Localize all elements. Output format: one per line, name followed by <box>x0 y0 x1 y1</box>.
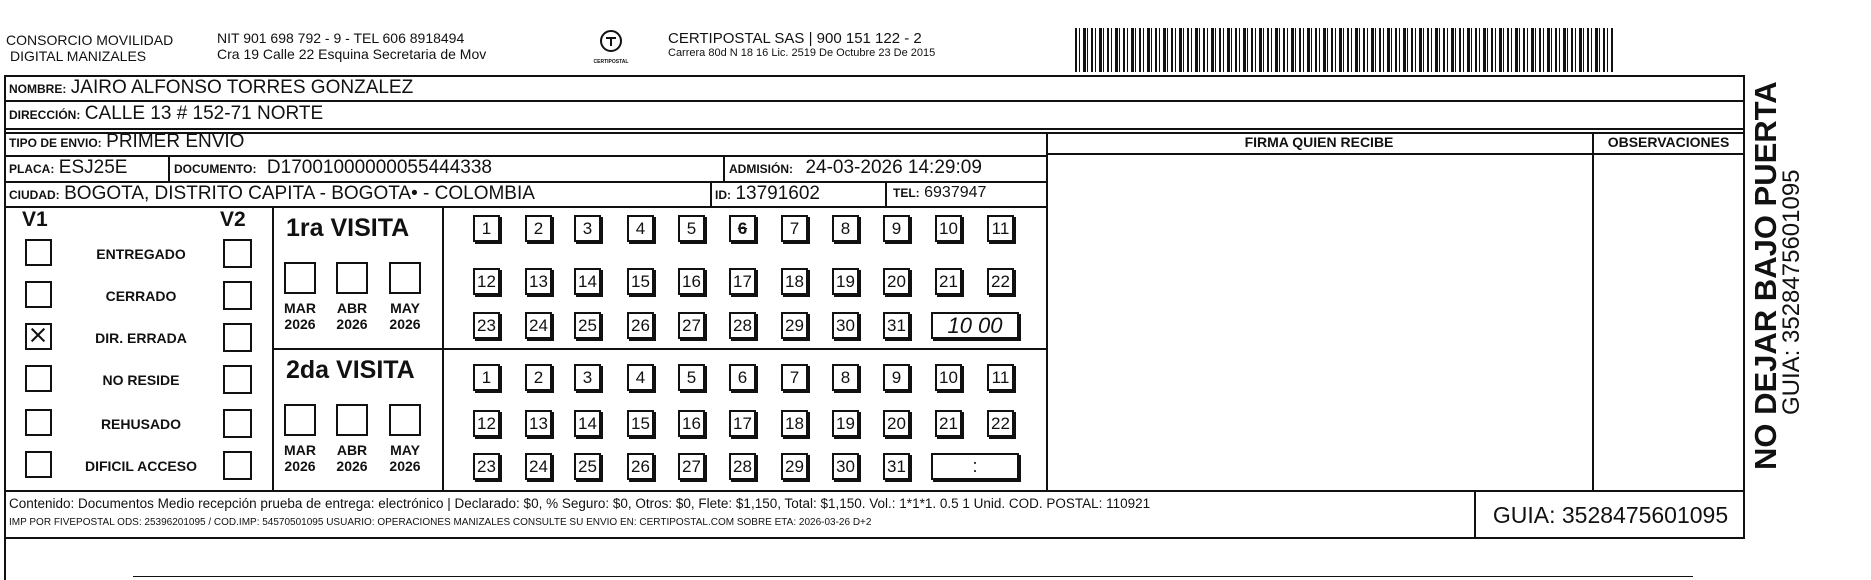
company-line1: CONSORCIO MOVILIDAD <box>6 32 174 48</box>
first-day-20[interactable]: 20 <box>883 268 910 295</box>
month-name: MAR <box>284 442 316 458</box>
second-day-30[interactable]: 30 <box>832 453 859 480</box>
ciudad-label: CIUDAD: <box>9 188 60 202</box>
month-name: MAY <box>390 300 420 316</box>
first-day-27[interactable]: 27 <box>678 312 705 339</box>
second-day-17[interactable]: 17 <box>729 410 756 437</box>
tel-label: TEL: <box>893 186 920 200</box>
status-label: ENTREGADO <box>96 246 186 262</box>
scan-line <box>4 539 6 580</box>
second-day-11[interactable]: 11 <box>987 364 1014 391</box>
month-label <box>330 442 374 474</box>
v2-label: V2 <box>220 208 246 231</box>
divider <box>4 100 1745 102</box>
divider <box>4 206 1048 208</box>
direccion-value: CALLE 13 # 152-71 NORTE <box>84 103 324 124</box>
second-day-13[interactable]: 13 <box>525 410 552 437</box>
first-month-box-mar[interactable] <box>284 262 316 294</box>
second-day-25[interactable]: 25 <box>574 453 601 480</box>
documento-value: D17001000000055444338 <box>266 157 492 178</box>
v1-checkbox[interactable] <box>25 365 52 392</box>
status-label: DIFICIL ACCESO <box>84 458 197 474</box>
v2-checkbox[interactable] <box>223 323 252 352</box>
direccion-row <box>9 103 323 125</box>
month-name: MAY <box>390 442 420 458</box>
month-name: ABR <box>336 300 368 316</box>
nombre-value: JAIRO ALFONSO TORRES GONZALEZ <box>70 77 414 98</box>
second-day-21[interactable]: 21 <box>935 410 962 437</box>
month-label <box>278 300 322 332</box>
observaciones-header: OBSERVACIONES <box>1607 134 1730 150</box>
documento-label: DOCUMENTO: <box>174 162 257 176</box>
second-day-12[interactable]: 12 <box>473 410 500 437</box>
v2-checkbox[interactable] <box>223 451 252 480</box>
tipo-value: PRIMER ENVIO <box>106 131 245 152</box>
second-day-29[interactable]: 29 <box>781 453 808 480</box>
first-day-8[interactable]: 8 <box>832 215 859 242</box>
carrier-line2: Carrera 80d N 18 16 Lic. 2519 De Octubre 23 De 2015 <box>668 47 936 59</box>
status-label: NO RESIDE <box>102 372 180 388</box>
nombre-label: NOMBRE: <box>9 82 67 96</box>
divider <box>4 490 1745 492</box>
first-day-5[interactable]: 5 <box>678 215 705 242</box>
second-day-19[interactable]: 19 <box>832 410 859 437</box>
v1-checkbox[interactable] <box>25 281 52 308</box>
month-name: MAR <box>284 300 316 316</box>
month-year: 2026 <box>389 316 421 332</box>
first-day-14[interactable]: 14 <box>574 268 601 295</box>
first-day-16[interactable]: 16 <box>678 268 705 295</box>
month-label <box>383 442 427 474</box>
first-day-9[interactable]: 9 <box>883 215 910 242</box>
id-label: ID: <box>715 188 731 202</box>
second-day-22[interactable]: 22 <box>987 410 1014 437</box>
admision-value: 24-03-2026 14:29:09 <box>805 157 982 178</box>
placa-row <box>9 157 127 179</box>
divider <box>1592 132 1594 492</box>
divider <box>272 348 1048 350</box>
side-warning: NO DEJAR BAJO PUERTA <box>1748 81 1783 470</box>
ciudad-value: BOGOTA, DISTRITO CAPITA - BOGOTA• - COLOMBIA <box>64 183 535 204</box>
divider <box>1046 132 1048 492</box>
first-day-3[interactable]: 3 <box>574 215 601 242</box>
v1-checkbox[interactable] <box>25 409 52 436</box>
placa-label: PLACA: <box>9 162 55 176</box>
v1-checkbox[interactable] <box>25 451 52 478</box>
second-day-7[interactable]: 7 <box>781 364 808 391</box>
v1-checkbox[interactable] <box>25 239 52 266</box>
first-month-box-may[interactable] <box>389 262 421 294</box>
admision-label: ADMISIÓN: <box>729 162 793 176</box>
second-day-14[interactable]: 14 <box>574 410 601 437</box>
second-day-15[interactable]: 15 <box>627 410 654 437</box>
month-label <box>383 300 427 332</box>
v2-checkbox[interactable] <box>223 281 252 310</box>
tel-value: 6937947 <box>924 184 987 201</box>
second-day-9[interactable]: 9 <box>883 364 910 391</box>
first-visit-title: 1ra VISITA <box>286 214 410 242</box>
month-label <box>278 442 322 474</box>
second-month-box-mar[interactable] <box>284 404 316 436</box>
direccion-label: DIRECCIÓN: <box>9 108 81 122</box>
second-day-2[interactable]: 2 <box>525 364 552 391</box>
company-details <box>217 30 486 62</box>
month-year: 2026 <box>389 458 421 474</box>
first-day-2[interactable]: 2 <box>525 215 552 242</box>
scan-line <box>133 576 1693 577</box>
second-day-1[interactable]: 1 <box>473 364 500 391</box>
divider <box>885 181 887 206</box>
second-day-8[interactable]: 8 <box>832 364 859 391</box>
second-visit-title: 2da VISITA <box>286 356 415 384</box>
second-visit-time[interactable]: : <box>931 453 1019 480</box>
v1-label: V1 <box>22 208 48 231</box>
company-name <box>6 32 173 64</box>
first-day-12[interactable]: 12 <box>473 268 500 295</box>
contenido-line: Contenido: Documentos Medio recepción prueba de entrega: electrónico | Declarado: $0, % Seguro: $0, Otros: $0, Flete: $1,150, Total: $1,150. Vol.: 1*1*1. 0.5 1 Unid. COD. POSTAL: 110921 <box>9 496 1151 511</box>
second-day-23[interactable]: 23 <box>473 453 500 480</box>
first-day-6[interactable]: 6 <box>729 215 756 242</box>
divider <box>168 155 170 181</box>
status-label: REHUSADO <box>100 416 182 432</box>
second-day-3[interactable]: 3 <box>574 364 601 391</box>
second-day-6[interactable]: 6 <box>729 364 756 391</box>
month-year: 2026 <box>336 316 368 332</box>
side-guia: GUIA: 3528475601095 <box>1778 169 1805 415</box>
v1-checkbox[interactable] <box>25 323 52 350</box>
first-day-25[interactable]: 25 <box>574 312 601 339</box>
placa-value: ESJ25E <box>58 157 128 178</box>
first-day-13[interactable]: 13 <box>525 268 552 295</box>
tipo-label: TIPO DE ENVIO: <box>9 136 102 150</box>
v2-checkbox[interactable] <box>223 239 252 268</box>
first-month-box-abr[interactable] <box>336 262 368 294</box>
imp-line: IMP POR FIVEPOSTAL ODS: 25396201095 / COD.IMP: 54570501095 USUARIO: OPERACIONES MANIZALES CONSULTE SU ENVIO EN: CERTIPOSTAL.COM SOBRE ETA: 2026-03-26 D+2 <box>9 517 872 528</box>
second-day-4[interactable]: 4 <box>627 364 654 391</box>
certipostal-logo <box>587 28 635 65</box>
first-day-24[interactable]: 24 <box>525 312 552 339</box>
company-line2: DIGITAL MANIZALES <box>10 48 147 64</box>
v2-checkbox[interactable] <box>223 365 252 394</box>
second-day-28[interactable]: 28 <box>729 453 756 480</box>
first-day-1[interactable]: 1 <box>473 215 500 242</box>
nombre-row <box>9 77 413 99</box>
status-label: DIR. ERRADA <box>95 330 187 346</box>
barcode <box>1075 28 1613 72</box>
first-day-28[interactable]: 28 <box>729 312 756 339</box>
first-day-30[interactable]: 30 <box>832 312 859 339</box>
second-day-10[interactable]: 10 <box>935 364 962 391</box>
first-day-19[interactable]: 19 <box>832 268 859 295</box>
second-day-5[interactable]: 5 <box>678 364 705 391</box>
first-day-15[interactable]: 15 <box>627 268 654 295</box>
second-day-20[interactable]: 20 <box>883 410 910 437</box>
first-day-17[interactable]: 17 <box>729 268 756 295</box>
divider <box>723 155 725 181</box>
first-day-26[interactable]: 26 <box>627 312 654 339</box>
second-day-18[interactable]: 18 <box>781 410 808 437</box>
first-day-23[interactable]: 23 <box>473 312 500 339</box>
divider <box>1046 153 1745 155</box>
second-day-24[interactable]: 24 <box>525 453 552 480</box>
ciudad-row <box>9 183 535 205</box>
first-day-7[interactable]: 7 <box>781 215 808 242</box>
first-day-22[interactable]: 22 <box>987 268 1014 295</box>
address-line: Cra 19 Calle 22 Esquina Secretaria de Mov <box>217 46 487 62</box>
month-name: ABR <box>336 442 368 458</box>
month-label <box>330 300 374 332</box>
second-month-box-may[interactable] <box>389 404 421 436</box>
first-day-4[interactable]: 4 <box>627 215 654 242</box>
v2-checkbox[interactable] <box>223 409 252 438</box>
divider <box>4 128 1745 130</box>
first-day-29[interactable]: 29 <box>781 312 808 339</box>
firma-header: FIRMA QUIEN RECIBE <box>1244 134 1394 150</box>
second-day-26[interactable]: 26 <box>627 453 654 480</box>
second-day-27[interactable]: 27 <box>678 453 705 480</box>
second-month-box-abr[interactable] <box>336 404 368 436</box>
divider <box>710 181 712 206</box>
tel-row <box>893 184 986 202</box>
first-day-10[interactable]: 10 <box>935 215 962 242</box>
carrier-line1: CERTIPOSTAL SAS | 900 151 122 - 2 <box>668 30 922 47</box>
id-row <box>715 183 820 205</box>
carrier-info <box>668 30 935 59</box>
second-day-16[interactable]: 16 <box>678 410 705 437</box>
month-year: 2026 <box>336 458 368 474</box>
first-day-21[interactable]: 21 <box>935 268 962 295</box>
logo-icon <box>598 28 624 54</box>
documento-row <box>174 157 492 179</box>
admision-row <box>729 157 982 179</box>
tipo-row <box>9 131 244 153</box>
footer-guia: GUIA: 3528475601095 <box>1492 502 1729 528</box>
first-day-18[interactable]: 18 <box>781 268 808 295</box>
second-day-31[interactable]: 31 <box>883 453 910 480</box>
first-day-31[interactable]: 31 <box>883 312 910 339</box>
id-value: 13791602 <box>735 183 820 204</box>
month-year: 2026 <box>284 316 316 332</box>
first-day-11[interactable]: 11 <box>987 215 1014 242</box>
first-visit-time[interactable]: 10 00 <box>931 312 1019 339</box>
nit-line: NIT 901 698 792 - 9 - TEL 606 8918494 <box>217 30 465 46</box>
status-label: CERRADO <box>105 288 177 304</box>
month-year: 2026 <box>284 458 316 474</box>
logo-text: CERTIPOSTAL <box>593 59 629 65</box>
